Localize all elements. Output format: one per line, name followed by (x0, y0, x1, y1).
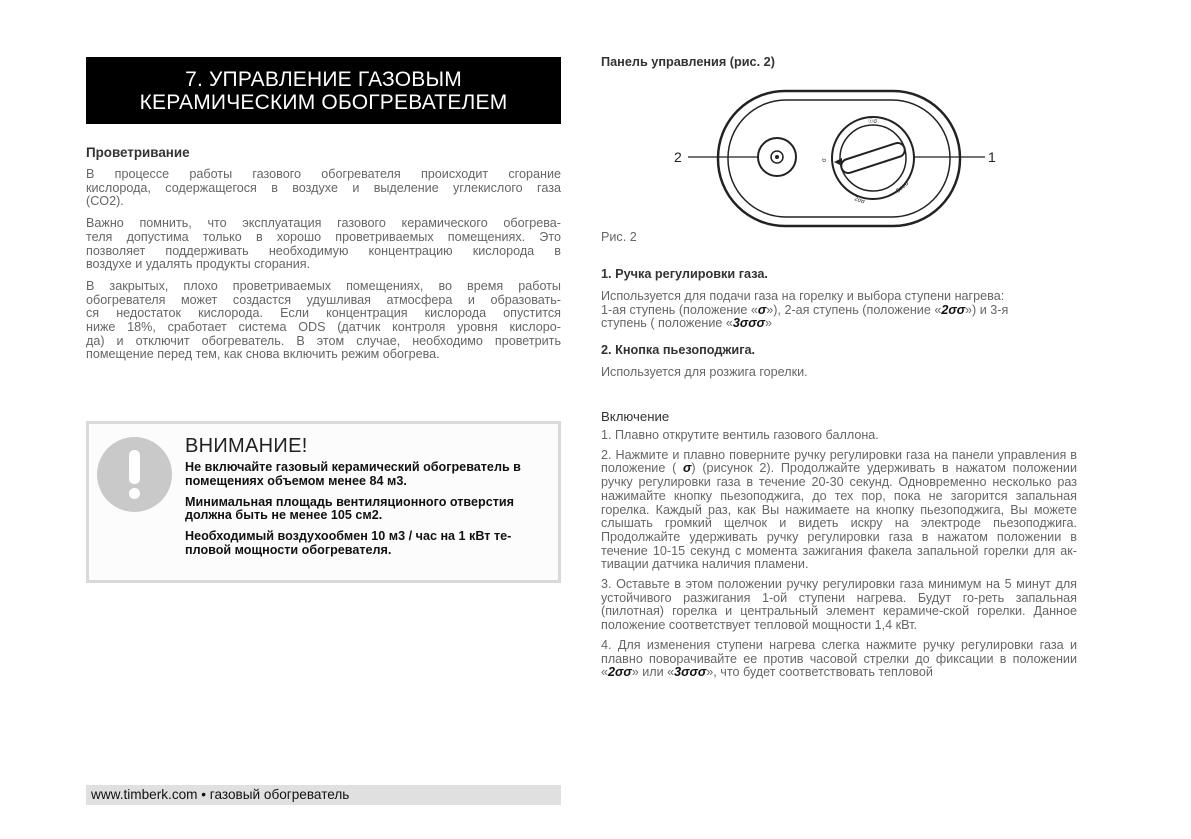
text-line: теля допустима только в хорошо проветриваемых помещениях. Это (86, 229, 561, 244)
section-title-line1: 7. УПРАВЛЕНИЕ ГАЗОВЫМ (185, 67, 462, 91)
warning-text (185, 461, 548, 565)
text-part: ступень ( положение « (601, 316, 733, 331)
ventilation-paragraph-1 (86, 168, 561, 209)
warning-paragraph-3: Необходимый воздухообмен 10 м3 / час на 1 кВт те-пловой мощности обогревателя. (185, 529, 512, 557)
mark-2: 2σσ (853, 196, 866, 206)
text-part: », что будет соответствовать тепловой (706, 665, 933, 680)
text-line: ниже 18%, сработает система ODS (датчик контроля уровня кислоро- (86, 320, 561, 335)
text-part: » или « (631, 665, 675, 680)
text-part: ) (рисунок 2). Продолжайте удерживать в нажатом положении ручку регулировки газа в течение 20-30 секунд. Одновременно несколько раз нажимайте кнопку пьезоподжига, до тех пор, пока не загорится запальная горелка. Каждый раз, как Вы нажимаете на кнопку пьезоподжига, Вы можете слышать громкий щелчок и видеть искру на электроде пьезоподжига. Продолжайте удерживать ручку регулировки газа в нажатом положении в течение 10-15 секунд с момента зажигания факела запальной горелки для ак-тивации датчика наличия пламени. (601, 461, 1077, 572)
enable-step-2 (601, 449, 1077, 572)
mark-1: σ (822, 158, 828, 162)
ventilation-paragraph-2 (86, 217, 561, 272)
control-panel-drawing (670, 86, 1000, 231)
ventilation-section (86, 145, 561, 370)
panel-heading: Панель управления (рис. 2) (601, 55, 775, 69)
text-line: В процессе работы газового обогревателя происходит сгорание (86, 167, 561, 181)
ventilation-heading: Проветривание (86, 145, 190, 160)
figure-caption: Рис. 2 (601, 230, 637, 244)
stage3-symbol: 3σσσ (732, 316, 765, 331)
enable-step-3: 3. Оставьте в этом положении ручку регулировки газа минимум на 5 минут для устойчивого разжигания 1-ой ступени нагрева. Будут го-реть запальная (пилотная) горелка и центральный элемент керамиче-ской горелки. Данное положение соответствует тепловой мощности 1,4 кВт. (601, 577, 1077, 633)
stage2-symbol: 2σσ (608, 665, 632, 680)
item1-line2 (601, 304, 1077, 318)
enable-step-1: 1. Плавно открутите вентиль газового баллона. (601, 428, 879, 442)
warning-box (86, 421, 561, 583)
warning-paragraph-1: Не включайте газовый керамический обогреватель в помещениях объемом менее 84 м3. (185, 460, 521, 488)
footer-bar (86, 785, 561, 805)
text-part: 4. Для изменения ступени нагрева слегка нажмите ручку регулировки газа и плавно поворачивайте ее против часовой стрелки до фиксации в положении « (601, 637, 1077, 680)
mark-3: 3σσσ (895, 180, 911, 195)
enable-body (601, 429, 1077, 686)
text-part: 2. Нажмите и плавно поверните ручку регулировки газа на панели управления в положение ( (601, 447, 1077, 476)
text-part: » (764, 316, 772, 331)
item2-text: Используется для розжига горелки. (601, 365, 808, 379)
panel-outline (718, 91, 960, 226)
piezo-button-dot (775, 155, 779, 159)
text-line: воздухе и удалять продукты сгорания. (86, 257, 311, 272)
stage2-symbol: 2σσ (941, 302, 966, 317)
item1-line1: Используется для подачи газа на горелку и выбора ступени нагрева: (601, 289, 1005, 303)
section-title (86, 57, 561, 124)
item1-text (601, 290, 1077, 331)
text-line: кислорода, содержащегося в воздухе и выделение углекислого газа (86, 180, 561, 195)
text-line: позволяет поддерживать необходимую концентрацию кислорода в (86, 243, 561, 258)
item1-line3 (601, 317, 1077, 331)
text-line: (CO2). (86, 194, 124, 209)
control-panel-figure (670, 86, 1000, 231)
text-line: ся недостаток кислорода. Если концентрация кислорода опустится (86, 306, 561, 321)
ventilation-paragraph-3 (86, 280, 561, 362)
text-line: помещение перед тем, как снова включить режим обогрева. (86, 347, 440, 362)
text-part: »), 2-ая ступень (положение « (766, 302, 942, 317)
exclamation-icon (97, 437, 172, 512)
stage1-symbol: σ (757, 302, 767, 317)
enable-heading: Включение (601, 409, 670, 424)
label-2: 2 (674, 149, 682, 165)
text-line: да) и отключит обогреватель. В этом случае, необходимо проветрить (86, 333, 561, 348)
enable-step-4 (601, 639, 1077, 680)
stage3-symbol: 3σσσ (674, 665, 707, 680)
label-1: 1 (988, 149, 996, 165)
text-line: обогревателя может создастся удушливая атмосфера и образовать- (86, 292, 561, 307)
item1-heading: 1. Ручка регулировки газа. (601, 267, 768, 281)
warning-paragraph-2: Минимальная площадь вентиляционного отверстия должна быть не менее 105 см2. (185, 494, 514, 523)
text-part: 1-ая ступень (положение « (601, 302, 758, 317)
warning-title: ВНИМАНИЕ! (185, 435, 308, 457)
section-title-line2: КЕРАМИЧЕСКИМ ОБОГРЕВАТЕЛЕМ (139, 90, 508, 114)
text-line: В закрытых, плохо проветриваемых помещениях, во время работы (86, 278, 561, 293)
footer-text: www.timberk.com • газовый обогреватель (91, 787, 350, 802)
stage1-symbol: σ (683, 461, 692, 476)
text-line: Важно помнить, что эксплуатация газового керамического обогрева- (86, 216, 561, 231)
text-part: ») и 3-я (965, 302, 1009, 317)
item2-heading: 2. Кнопка пьезоподжига. (601, 343, 756, 357)
mark-off: ☉σ (868, 119, 878, 125)
